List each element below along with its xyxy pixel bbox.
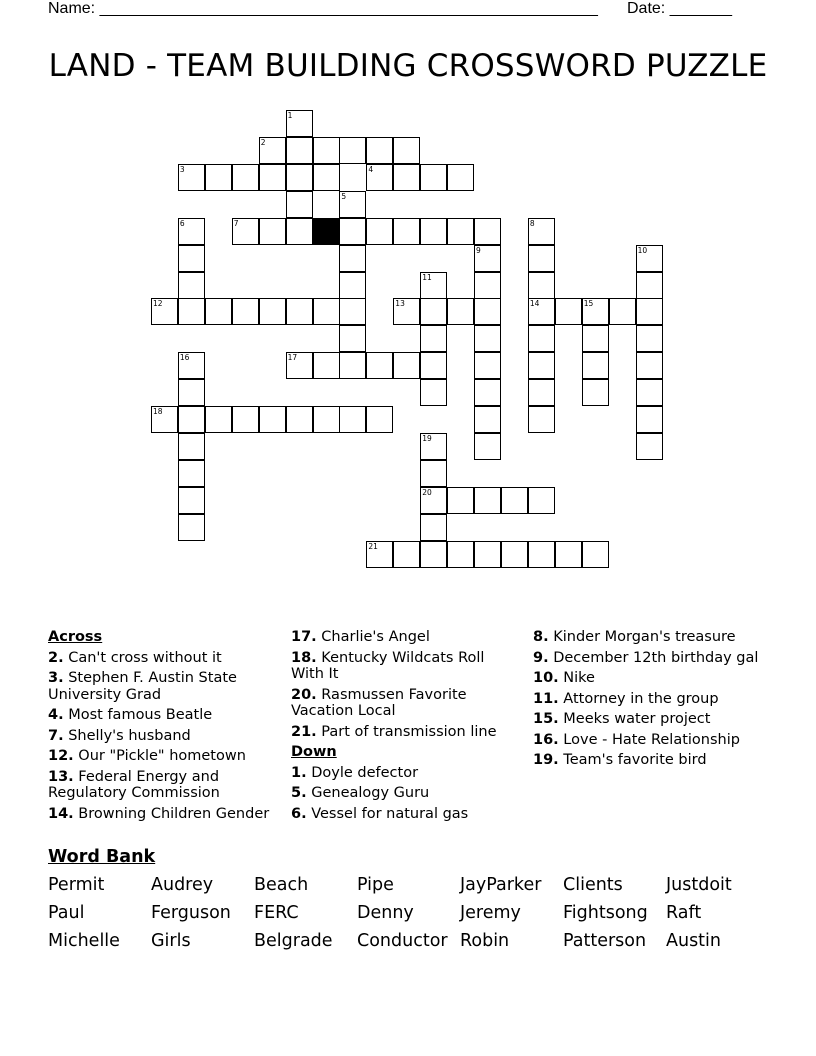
clue-down-6 <box>291 806 511 823</box>
clue-down-10 <box>533 670 773 687</box>
crossword-cell[interactable] <box>339 325 366 352</box>
crossword-cell[interactable] <box>474 352 501 379</box>
word-bank-word: Audrey <box>151 875 214 895</box>
clue-number: 5. <box>291 785 307 801</box>
clue-number-label: 10 <box>637 245 648 255</box>
crossword-cell[interactable] <box>313 164 340 191</box>
word-bank-title: Word Bank <box>48 847 156 867</box>
clue-number: 8. <box>533 629 549 645</box>
clue-number: 11. <box>533 690 559 707</box>
crossword-cell[interactable] <box>447 487 474 514</box>
clue-across-18 <box>291 650 511 683</box>
clue-across-17 <box>291 629 511 646</box>
crossword-cell[interactable] <box>636 298 663 325</box>
crossword-cell[interactable] <box>232 298 259 325</box>
clue-number-label: 11 <box>422 272 432 282</box>
crossword-cell[interactable] <box>178 487 205 514</box>
clue-number-label: 5 <box>341 191 347 201</box>
clue-text: Team's favorite bird <box>563 752 707 768</box>
crossword-cell[interactable] <box>447 298 474 325</box>
clue-number-label: 7 <box>233 218 239 228</box>
clue-down-16 <box>533 732 773 749</box>
crossword-cell[interactable] <box>205 406 232 433</box>
clue-number-label: 2 <box>260 137 266 147</box>
crossword-cell[interactable] <box>259 218 286 245</box>
clue-number-label: 8 <box>529 218 535 228</box>
crossword-cell[interactable] <box>447 164 474 191</box>
clue-number: 2. <box>48 649 64 666</box>
clue-across-7 <box>48 728 280 745</box>
crossword-cell[interactable] <box>528 541 555 568</box>
crossword-cell[interactable] <box>528 379 555 406</box>
clue-down-8 <box>533 629 773 646</box>
crossword-cell[interactable] <box>313 298 340 325</box>
clue-across-20 <box>291 687 511 720</box>
crossword-cell[interactable] <box>178 433 205 460</box>
crossword-cell[interactable] <box>420 325 447 352</box>
crossword-cell[interactable] <box>474 406 501 433</box>
date-field-label: Date: _______ <box>627 0 732 17</box>
clue-down-9 <box>533 650 773 667</box>
crossword-cell[interactable] <box>178 298 205 325</box>
crossword-cell[interactable] <box>474 218 501 245</box>
word-bank-word: Michelle <box>48 931 120 951</box>
clue-across-2 <box>48 650 280 667</box>
clue-across-4 <box>48 707 280 724</box>
crossword-cell[interactable] <box>501 487 528 514</box>
word-bank-word: Denny <box>357 903 414 923</box>
crossword-cell[interactable] <box>393 298 420 325</box>
crossword-cell[interactable] <box>259 298 286 325</box>
crossword-cell[interactable] <box>339 406 366 433</box>
crossword-cell[interactable] <box>474 433 501 460</box>
clue-across-14 <box>48 806 280 823</box>
word-bank-word: Ferguson <box>151 903 231 923</box>
crossword-cell[interactable] <box>609 298 636 325</box>
crossword-cell[interactable] <box>474 245 501 272</box>
clue-text: Kinder Morgan's treasure <box>553 629 736 645</box>
clue-text: December 12th birthday gal <box>553 649 759 666</box>
clue-text: Can't cross without it <box>68 649 222 666</box>
clue-number: 14. <box>48 805 74 822</box>
crossword-cell[interactable] <box>178 272 205 299</box>
crossword-cell[interactable] <box>528 272 555 299</box>
crossword-cell[interactable] <box>339 137 366 164</box>
clue-number: 3. <box>48 670 64 686</box>
clue-number: 10. <box>533 670 559 686</box>
crossword-cell[interactable] <box>366 541 393 568</box>
crossword-cell[interactable] <box>447 541 474 568</box>
clue-number-label: 6 <box>179 218 185 228</box>
clue-text: Stephen F. Austin State University Grad <box>48 670 237 703</box>
clue-number: 21. <box>291 723 317 740</box>
clue-column-1 <box>48 629 280 826</box>
word-bank-word: Beach <box>254 875 309 895</box>
crossword-cell[interactable] <box>420 541 447 568</box>
clue-number-label: 14 <box>529 299 540 309</box>
clue-text: Our "Pickle" hometown <box>78 748 246 764</box>
crossword-cell[interactable] <box>636 433 663 460</box>
clue-number-label: 18 <box>153 407 163 417</box>
name-field-label: Name: ________________________________________________________ <box>48 0 598 17</box>
crossword-cell[interactable] <box>259 137 286 164</box>
clue-column-3 <box>533 629 773 773</box>
crossword-cell[interactable] <box>313 352 340 379</box>
word-bank-word: FERC <box>254 903 299 923</box>
crossword-cell[interactable] <box>286 298 313 325</box>
clue-number-label: 21 <box>368 541 378 551</box>
crossword-cell[interactable] <box>420 298 447 325</box>
clue-text: Browning Children Gender <box>78 805 270 822</box>
crossword-cell[interactable] <box>420 164 447 191</box>
crossword-cell[interactable] <box>555 541 582 568</box>
crossword-cell[interactable] <box>636 272 663 299</box>
word-bank-word: Raft <box>666 903 702 923</box>
clue-down-1 <box>291 765 511 782</box>
crossword-cell[interactable] <box>636 245 663 272</box>
crossword-cell[interactable] <box>366 406 393 433</box>
crossword-cell[interactable] <box>339 352 366 379</box>
crossword-cell[interactable] <box>420 487 447 514</box>
clue-text: Meeks water project <box>563 711 711 727</box>
crossword-cell[interactable] <box>582 298 609 325</box>
crossword-cell[interactable] <box>366 218 393 245</box>
crossword-cell[interactable] <box>232 164 259 191</box>
clue-number: 9. <box>533 649 549 666</box>
crossword-cell[interactable] <box>366 164 393 191</box>
crossword-cell[interactable] <box>205 298 232 325</box>
crossword-cell[interactable] <box>420 514 447 541</box>
word-bank-word: Justdoit <box>666 875 732 895</box>
clue-down-5 <box>291 785 511 802</box>
crossword-cell[interactable] <box>582 352 609 379</box>
crossword-cell[interactable] <box>178 379 205 406</box>
clue-text: Most famous Beatle <box>68 707 213 723</box>
word-bank-word: Belgrade <box>254 931 333 951</box>
puzzle-title: LAND - TEAM BUILDING CROSSWORD PUZZLE <box>48 48 768 84</box>
crossword-cell[interactable] <box>286 164 313 191</box>
crossword-cell[interactable] <box>420 460 447 487</box>
crossword-cell[interactable] <box>474 272 501 299</box>
crossword-cell[interactable] <box>636 352 663 379</box>
clue-number-label: 16 <box>179 353 190 363</box>
clue-number-label: 9 <box>476 245 481 255</box>
crossword-cell[interactable] <box>636 406 663 433</box>
crossword-cell[interactable] <box>582 379 609 406</box>
clue-column-2 <box>291 629 511 826</box>
clue-number: 6. <box>291 805 307 822</box>
clue-text: Federal Energy and Regulatory Commission <box>48 768 220 801</box>
crossword-cell[interactable] <box>393 137 420 164</box>
clue-number: 12. <box>48 748 74 764</box>
crossword-cell[interactable] <box>528 406 555 433</box>
crossword-cell[interactable] <box>393 352 420 379</box>
clue-across-12 <box>48 748 280 765</box>
crossword-cell[interactable] <box>178 245 205 272</box>
crossword-cell[interactable] <box>178 352 205 379</box>
word-bank-word: JayParker <box>460 875 542 895</box>
across-heading: Across <box>48 629 103 645</box>
clue-text: Shelly's husband <box>68 727 191 744</box>
crossword-cell[interactable] <box>528 487 555 514</box>
crossword-cell[interactable] <box>420 433 447 460</box>
crossword-cell[interactable] <box>474 541 501 568</box>
crossword-cell[interactable] <box>339 272 366 299</box>
crossword-cell[interactable] <box>420 352 447 379</box>
crossword-cell[interactable] <box>286 352 313 379</box>
crossword-cell[interactable] <box>178 406 205 433</box>
clue-number-label: 20 <box>422 487 432 497</box>
clue-number: 17. <box>291 629 317 645</box>
clue-across-13 <box>48 769 280 802</box>
word-bank-word: Clients <box>563 875 623 895</box>
crossword-cell[interactable] <box>528 298 555 325</box>
clue-number: 18. <box>291 649 317 666</box>
crossword-cell[interactable] <box>582 541 609 568</box>
crossword-cell[interactable] <box>474 298 501 325</box>
word-bank-word: Pipe <box>357 875 394 895</box>
clue-number-label: 4 <box>368 164 374 174</box>
clue-text: Attorney in the group <box>563 690 719 707</box>
clue-across-21 <box>291 724 511 741</box>
crossword-cell[interactable] <box>232 218 259 245</box>
crossword-cell[interactable] <box>555 298 582 325</box>
crossword-cell[interactable] <box>178 218 205 245</box>
crossword-cell[interactable] <box>339 298 366 325</box>
crossword-cell[interactable] <box>528 245 555 272</box>
clue-down-19 <box>533 752 773 769</box>
crossword-cell[interactable] <box>366 352 393 379</box>
crossword-cell[interactable] <box>474 325 501 352</box>
clue-number-label: 1 <box>287 111 293 120</box>
clue-number: 1. <box>291 764 307 781</box>
crossword-cell[interactable] <box>178 514 205 541</box>
clue-number: 16. <box>533 731 559 748</box>
crossword-cell[interactable] <box>528 218 555 245</box>
crossword-cell[interactable] <box>339 191 366 218</box>
crossword-cell[interactable] <box>339 218 366 245</box>
clue-text: Doyle defector <box>311 764 419 781</box>
crossword-cell[interactable] <box>393 541 420 568</box>
crossword-cell[interactable] <box>286 191 313 218</box>
clue-text: Kentucky Wildcats Roll With It <box>291 649 485 682</box>
crossword-cell[interactable] <box>286 406 313 433</box>
clue-across-3 <box>48 670 280 703</box>
clue-number: 20. <box>291 686 317 703</box>
crossword-cell[interactable] <box>232 406 259 433</box>
clue-down-11 <box>533 691 773 708</box>
clue-text: Part of transmission line <box>321 723 497 740</box>
word-bank-word: Jeremy <box>460 903 521 923</box>
crossword-cell[interactable] <box>636 379 663 406</box>
word-bank-word: Girls <box>151 931 191 951</box>
black-square <box>313 218 340 245</box>
crossword-cell[interactable] <box>474 487 501 514</box>
crossword-cell[interactable] <box>420 218 447 245</box>
crossword-cell[interactable] <box>151 298 178 325</box>
clue-text: Nike <box>563 670 595 686</box>
crossword-cell[interactable] <box>528 325 555 352</box>
crossword-cell[interactable] <box>582 325 609 352</box>
clue-number-label: 17 <box>287 353 298 363</box>
crossword-cell[interactable] <box>420 272 447 299</box>
clue-number-label: 19 <box>422 434 432 443</box>
word-bank-word: Patterson <box>563 931 647 951</box>
word-bank-word: Paul <box>48 903 85 923</box>
crossword-cell[interactable] <box>501 541 528 568</box>
crossword-cell[interactable] <box>178 460 205 487</box>
clue-text: Vessel for natural gas <box>311 805 469 822</box>
crossword-cell[interactable] <box>286 110 313 137</box>
clue-number: 7. <box>48 727 64 744</box>
clue-number-label: 15 <box>583 299 594 309</box>
clue-down-15 <box>533 711 773 728</box>
crossword-cell[interactable] <box>528 352 555 379</box>
crossword-cell[interactable] <box>151 406 178 433</box>
word-bank-word: Fightsong <box>563 903 648 923</box>
crossword-cell[interactable] <box>393 164 420 191</box>
clue-text: Charlie's Angel <box>321 629 430 645</box>
crossword-cell[interactable] <box>447 218 474 245</box>
word-bank-word: Permit <box>48 875 105 895</box>
crossword-cell[interactable] <box>259 164 286 191</box>
word-bank-word: Robin <box>460 931 510 951</box>
clue-number-label: 13 <box>395 299 405 309</box>
down-heading: Down <box>291 744 337 760</box>
crossword-cell[interactable] <box>259 406 286 433</box>
clue-number: 15. <box>533 711 559 727</box>
crossword-cell[interactable] <box>205 164 232 191</box>
clue-text: Rasmussen Favorite Vacation Local <box>291 686 467 719</box>
clue-number: 4. <box>48 707 64 723</box>
clue-text: Genealogy Guru <box>311 785 430 801</box>
crossword-cell[interactable] <box>313 406 340 433</box>
crossword-cell[interactable] <box>636 325 663 352</box>
crossword-cell[interactable] <box>313 137 340 164</box>
crossword-cell[interactable] <box>474 379 501 406</box>
crossword-cell[interactable] <box>286 218 313 245</box>
clue-number-label: 3 <box>179 164 185 174</box>
word-bank-word: Austin <box>666 931 721 951</box>
crossword-cell[interactable] <box>178 164 205 191</box>
word-bank-word: Conductor <box>357 931 448 951</box>
crossword-cell[interactable] <box>339 245 366 272</box>
crossword-cell[interactable] <box>366 137 393 164</box>
crossword-cell[interactable] <box>420 379 447 406</box>
crossword-cell[interactable] <box>393 218 420 245</box>
clue-number: 13. <box>48 768 74 785</box>
clue-text: Love - Hate Relationship <box>563 731 740 748</box>
clue-number-label: 12 <box>153 299 163 309</box>
clue-number: 19. <box>533 752 559 768</box>
crossword-cell[interactable] <box>286 137 313 164</box>
